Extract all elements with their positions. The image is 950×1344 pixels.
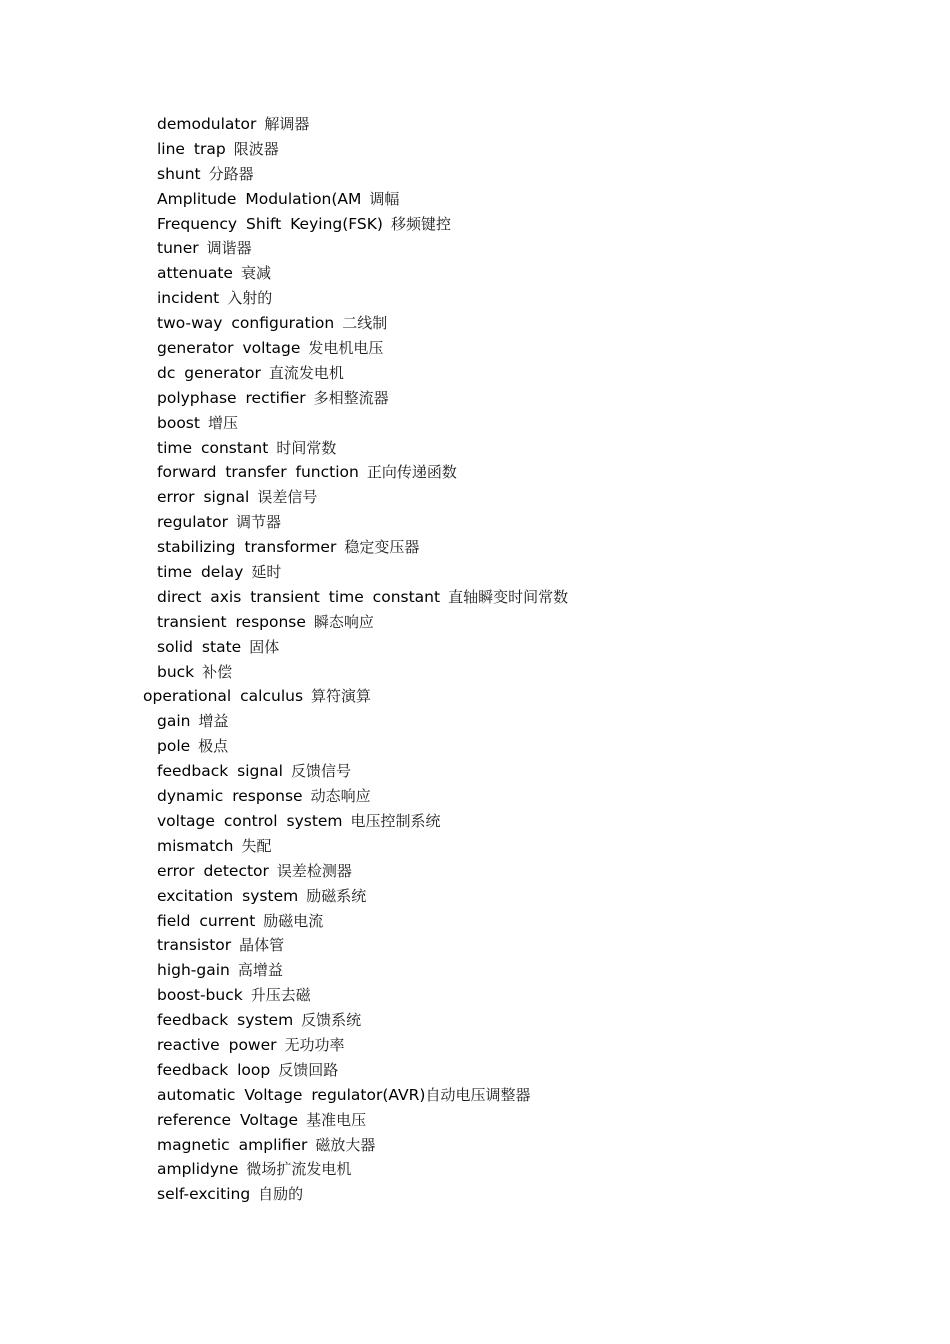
term-english: transient response [157,612,306,631]
term-english: demodulator [157,115,257,133]
glossary-entry [0,1083,950,1108]
term-chinese: 多相整流器 [313,388,389,407]
term-english: shunt [157,164,201,183]
term-english: mismatch [157,836,234,855]
term-chinese: 反馈信号 [290,762,351,781]
glossary-entry [0,560,950,585]
term-chinese: 励磁电流 [263,911,324,930]
term-english: incident [157,289,220,308]
term-english: Frequency Shift Keying(FSK) [157,214,383,233]
term-chinese: 分路器 [208,164,254,183]
glossary-entry [0,859,950,884]
glossary-entry [0,660,950,685]
glossary-entry [0,635,950,660]
term-chinese: 升压去磁 [250,986,311,1005]
glossary-entry [0,137,950,162]
term-english: Amplitude Modulation(AM [157,189,362,208]
term-english: feedback loop [157,1060,271,1079]
term-english: buck [157,662,195,681]
term-chinese: 调幅 [369,189,400,208]
glossary-entry [0,361,950,386]
glossary-entry [0,311,950,336]
glossary-entry [0,261,950,286]
glossary-entry [0,585,950,610]
glossary-entry [0,784,950,809]
glossary-entry [0,236,950,261]
glossary-entry [0,460,950,485]
glossary-entry [0,411,950,436]
term-english: generator voltage [157,339,301,358]
term-chinese: 固体 [249,637,280,656]
term-chinese: 直轴瞬变时间常数 [448,587,569,606]
term-english: time constant [157,438,269,457]
term-english: magnetic amplifier [157,1135,308,1154]
term-english: voltage control system [157,811,343,830]
term-english: two-way configuration [157,314,335,333]
term-chinese: 瞬态响应 [313,612,374,631]
term-english: operational calculus [143,687,304,706]
term-english: direct axis transient time constant [157,587,441,606]
term-chinese: 移频键控 [390,214,451,233]
term-chinese: 高增益 [237,961,283,980]
glossary-entry [0,610,950,635]
term-chinese: 无功功率 [284,1035,345,1054]
term-english: amplidyne [157,1160,239,1179]
glossary-entry [0,809,950,834]
term-english: high-gain [157,961,230,980]
glossary-entry [0,684,950,709]
glossary-entry [0,1182,950,1207]
term-chinese: 失配 [241,836,272,855]
glossary-entry [0,759,950,784]
term-chinese: 反馈回路 [278,1060,339,1079]
term-english: tuner [157,239,199,258]
glossary-entry [0,386,950,411]
term-english: polyphase rectifier [157,388,306,407]
glossary-entry [0,1008,950,1033]
term-chinese: 基准电压 [306,1110,367,1129]
term-english: feedback signal [157,762,283,781]
term-chinese: 延时 [251,563,282,582]
term-chinese: 增益 [198,712,229,731]
term-chinese: 发电机电压 [308,339,384,358]
term-english: attenuate [157,264,233,283]
glossary-entry [0,933,950,958]
glossary-entry [0,485,950,510]
term-chinese: 调谐器 [206,239,252,258]
term-chinese: 正向传递函数 [366,463,457,482]
glossary-entry [0,1033,950,1058]
term-chinese: 直流发电机 [268,363,344,382]
glossary-entry [0,162,950,187]
term-english: excitation system [157,886,299,905]
term-chinese: 解调器 [264,115,310,133]
glossary-entry [0,535,950,560]
glossary-entry [0,1157,950,1182]
term-chinese: 反馈系统 [301,1011,362,1030]
term-english: dc generator [157,363,261,382]
term-english: self-exciting [157,1185,251,1204]
glossary-entry [0,884,950,909]
glossary-entry [0,1058,950,1083]
term-chinese: 补偿 [202,662,233,681]
term-chinese: 励磁系统 [306,886,367,905]
glossary-entry [0,187,950,212]
term-english: automatic Voltage regulator(AVR) [157,1085,426,1104]
term-chinese: 二线制 [342,314,388,333]
term-chinese: 自励的 [258,1185,304,1204]
term-chinese: 电压控制系统 [350,811,441,830]
glossary-entry [0,1133,950,1158]
term-english: error detector [157,861,269,880]
glossary-entry [0,286,950,311]
term-english: stabilizing transformer [157,538,337,557]
term-chinese: 稳定变压器 [344,538,420,557]
glossary-entry [0,112,950,137]
term-chinese: 动态响应 [310,787,371,806]
term-chinese: 算符演算 [311,687,372,706]
term-english: time delay [157,563,244,582]
glossary-entry [0,983,950,1008]
term-chinese: 微场扩流发电机 [246,1160,352,1179]
term-chinese: 极点 [198,737,229,756]
term-chinese: 晶体管 [239,936,285,955]
term-english: field current [157,911,256,930]
glossary-entry [0,909,950,934]
term-chinese: 磁放大器 [315,1135,376,1154]
term-english: feedback system [157,1011,294,1030]
term-english: forward transfer function [157,463,359,482]
glossary-entry [0,336,950,361]
glossary-entry [0,1108,950,1133]
term-english: error signal [157,488,250,507]
term-chinese: 增压 [207,413,238,432]
glossary-entry [0,834,950,859]
term-english: gain [157,712,191,731]
term-chinese: 调节器 [235,513,281,532]
term-chinese: 误差检测器 [276,861,352,880]
term-english: dynamic response [157,787,303,806]
term-english: reference Voltage [157,1110,299,1129]
term-english: reactive power [157,1035,277,1054]
glossary-entry [0,436,950,461]
term-english: transistor [157,936,232,955]
term-english: boost-buck [157,986,243,1005]
term-chinese: 自动电压调整器 [425,1085,531,1104]
term-english: solid state [157,637,242,656]
term-chinese: 误差信号 [257,488,318,507]
glossary-entry [0,709,950,734]
glossary-entry [0,734,950,759]
glossary-entry [0,958,950,983]
glossary-entry [0,510,950,535]
term-english: regulator [157,513,228,532]
term-english: line trap [157,139,226,158]
term-chinese: 衰减 [240,264,271,283]
glossary-entry [0,212,950,237]
term-chinese: 限波器 [233,139,279,158]
term-chinese: 入射的 [227,289,273,308]
glossary-page [0,112,950,1207]
term-english: boost [157,413,200,432]
term-english: pole [157,737,191,756]
term-chinese: 时间常数 [276,438,337,457]
